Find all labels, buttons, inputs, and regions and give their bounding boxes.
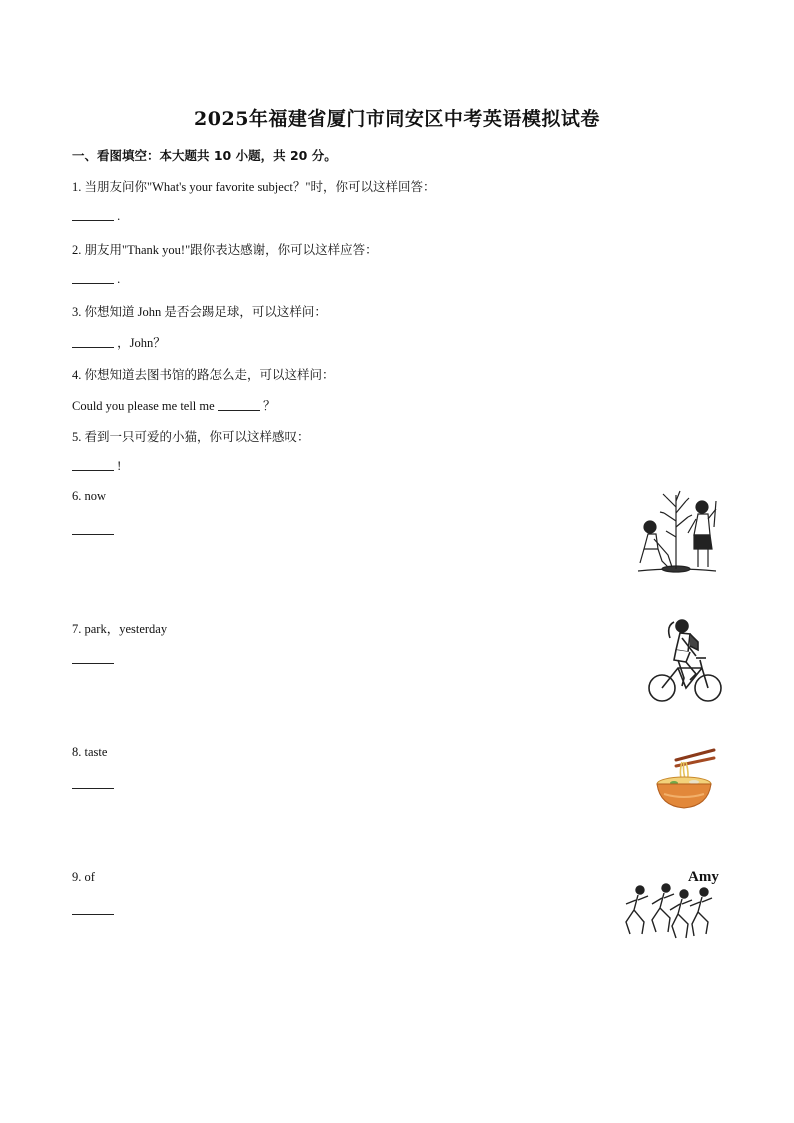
question-9-answer	[72, 902, 114, 918]
question-7-prompt: 7. park，yesterday	[72, 622, 168, 636]
question-1-prompt: 1. 当朋友问你"What's your favorite subject？"时，你可以这样回答：	[72, 180, 436, 194]
answer-blank[interactable]	[218, 398, 260, 411]
question-5-prompt: 5. 看到一只可爱的小猫，你可以这样感叹：	[72, 430, 310, 444]
question-2-prompt: 2. 朋友用"Thank you!"跟你表达感谢，你可以这样应答：	[72, 243, 378, 257]
section-heading: 一、看图填空：本大题共 10 小题，共 20 分。	[72, 148, 337, 163]
answer-blank[interactable]	[72, 335, 114, 348]
question-4-answer: Could you please me tell me ？	[72, 399, 276, 413]
question-8-prompt: 8. taste	[72, 745, 108, 759]
answer-blank[interactable]	[72, 902, 114, 915]
question-5-answer: !	[72, 458, 121, 474]
question-7-answer	[72, 651, 114, 667]
question-8-answer	[72, 776, 114, 792]
question-3-prompt: 3. 你想知道 John 是否会踢足球，可以这样问：	[72, 305, 327, 319]
children-planting-tree-picture	[628, 487, 724, 577]
answer-blank[interactable]	[72, 522, 114, 535]
question-2-answer: .	[72, 271, 120, 287]
answer-blank[interactable]	[72, 458, 114, 471]
question-6-answer	[72, 522, 114, 538]
question-9-prompt: 9. of	[72, 870, 95, 884]
question-6-prompt: 6. now	[72, 489, 107, 503]
answer-blank[interactable]	[72, 776, 114, 789]
answer-blank[interactable]	[72, 208, 114, 221]
answer-blank[interactable]	[72, 651, 114, 664]
page-title: 2025年福建省厦门市同安区中考英语模拟试卷	[194, 108, 600, 130]
question-1-answer: .	[72, 208, 120, 224]
children-running-race-picture	[622, 876, 722, 946]
question-3-answer: ，John？	[72, 333, 166, 351]
answer-blank[interactable]	[72, 271, 114, 284]
question-4-prompt: 4. 你想知道去图书馆的路怎么走，可以这样问：	[72, 368, 335, 382]
picture-label-amy: Amy	[688, 869, 719, 885]
girl-riding-bike-picture	[646, 616, 724, 706]
noodle-bowl-picture	[654, 746, 716, 810]
